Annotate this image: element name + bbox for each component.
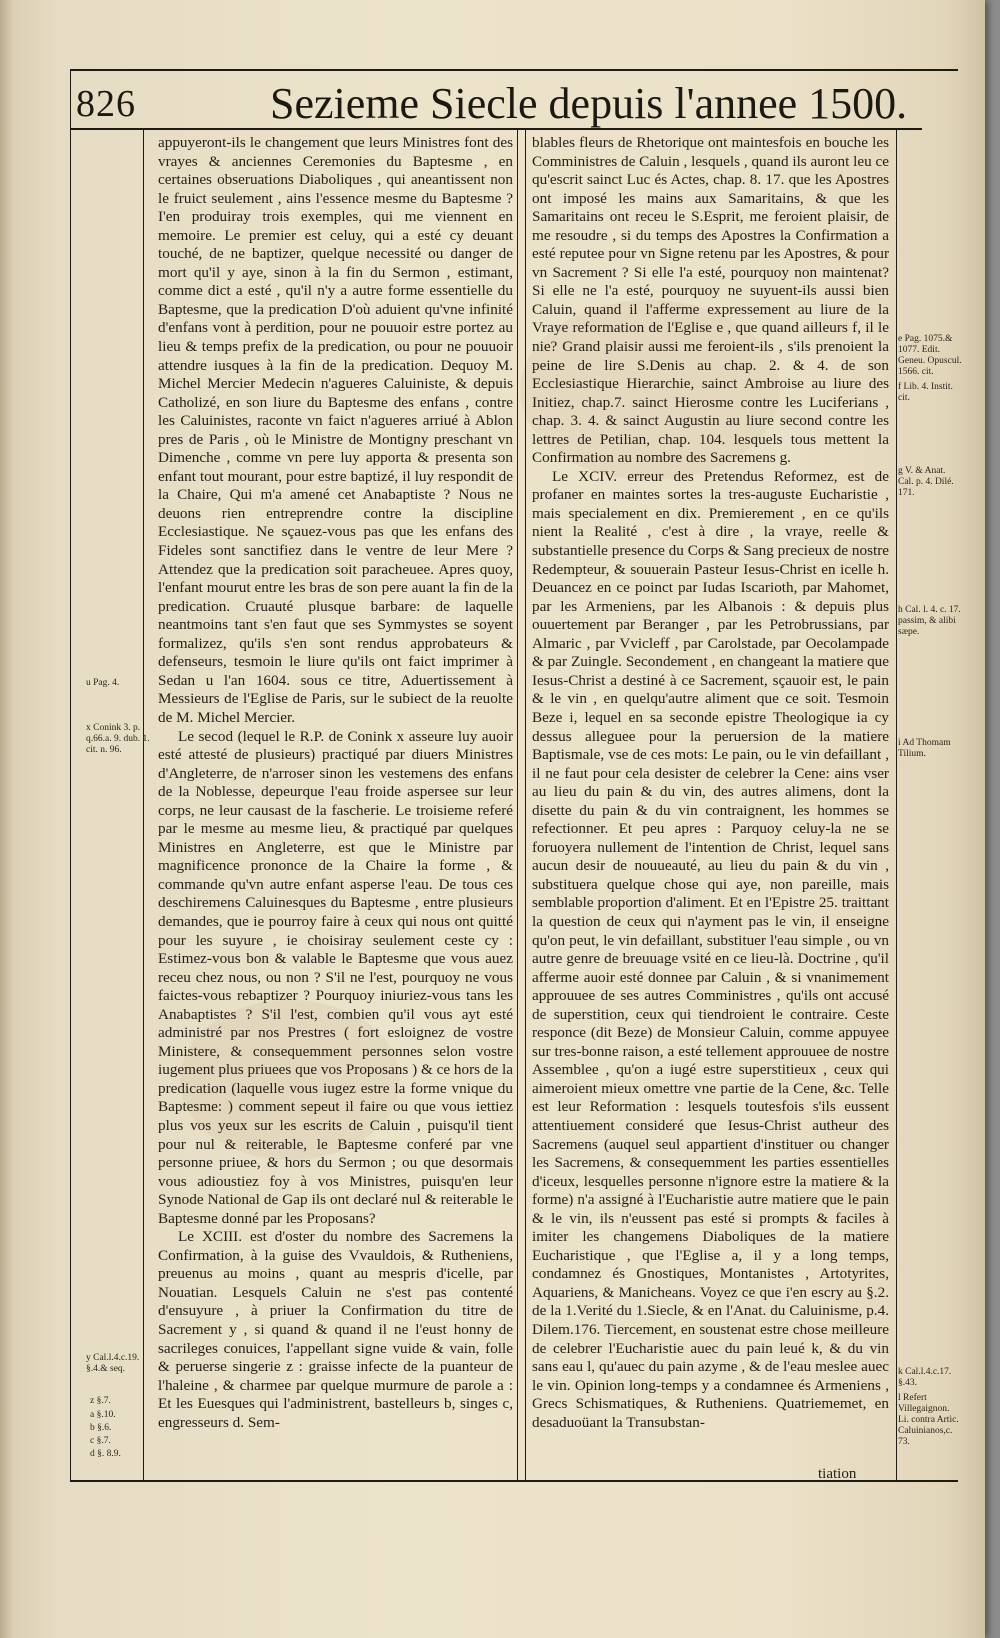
right-paragraph-1: blables fleurs de Rhetorique ont maintesfois en bouche les Comministres de Caluin , lesquels , quand ils auront leu ce qu'escrit sainct Luc és Actes, chap. 8. 17. que les Apostres ont imposé les mains aux Samaritains, & que les Samaritains ont receu le S.Esprit, me feroient plaisir, de me resoudre , si du temps des Apostres la Confirmation a esté reputee pour vn Signe retenu par les Apostres, & pour vn Sacrement ? Si elle l'a esté, pourquoy non maintenat? Si elle ne l'a esté, pourquoy ne suyuent-ils aussi bien Caluin, quand il l'afferme expressement au liure de la Vraye reformation de l'Eglise e , que quand ailleurs f, il le nie? Grand plaisir aussi me feroient-ils , s'ils prenoient la peine de lire S.Denis au chap. 2. & 4. de son Ecclesiastique Hierarchie, sainct Ambroise au liure des Initiez, chap.7. sainct Hierosme contre les Luciferians , chap. 3. 4. & sainct Augustin au liure second contre les lettres de Petilian, chap. 104. lesquels tous mettent la Confirmation au nombre des Sacremens g. xyxy=(532,134,889,467)
left-frame-line xyxy=(70,69,71,1480)
right-text-column xyxy=(532,134,889,1432)
margin-note-c: c §.7. xyxy=(90,1436,111,1446)
margin-note-z: z §.7. xyxy=(90,1396,111,1406)
margin-note-e: e Pag. 1075.& 1077. Edit. Geneu. Opuscul. 1566. cit. xyxy=(898,334,962,377)
right-margin-line xyxy=(896,128,897,1480)
running-title: Sezieme Siecle depuis l'annee 1500. xyxy=(270,79,908,128)
catchword: tiation xyxy=(818,1466,857,1482)
left-paragraph-1: appuyeront-ils le changement que leurs Ministres font des vrayes & anciennes Ceremonies du Baptesme , en certaines obseruations Diaboliques , qui aneantissent non le fruict seulement , ains l'essence mesme du Baptesme ? I'en produiray trois exemples, qui me viennent en memoire. Le premier est celuy, qui a esté cy deuant touché, de ne baptizer, quelque necessité ou danger de mort qu'il y aye, sinon à la fin du Sermon , estimant, comme dict a esté , qu'il n'y a autre forme essentielle du Baptesme, que la predication D'où aduient qu'vne infinité d'enfans vont à perdition, pour ne pouuoir estre portez au lieu & temps prefix de la predication, ou pour ne pouuoir attendre iusques à la fin de la predication. Dequoy M. Michel Mercier Medecin n'agueres Caluiniste, & depuis Catholizé, en son liure du Baptesme des enfans , contre les Caluinistes, raconte vn faict n'agueres arriué à Ablon pres de Paris , où le Ministre de Montigny preschant vn Dimenche , comme vn pere luy apporta & presenta son enfant tout mourant, pour estre baptizé, il luy respondit de la Chaire, Qui m'a amené cet Anabaptiste ? Nous ne deuons rien entreprendre contre la discipline Ecclesiastique. Ne sçauez-vous pas que les enfans des Fideles sont sanctifiez dans le ventre de leur Mere ? Attendez que la predication soit paracheuee. Apres quoy, l'enfant mourut entre les bras de son pere auant la fin de la predication. Cruauté plusque barbare: de laquelle neantmoins tant s'en faut que ses Symmystes se soyent formalizez, qu'ils s'en sont rendus approbateurs & defenseurs, tesmoin le liure qu'ils ont faict imprimer à Sedan u l'an 1604. sous ce titre, Aduertissement à Messieurs de l'Eglise de Paris, sur le subiect de la reuolte de M. Michel Mercier. xyxy=(158,134,513,726)
margin-note-y: y Cal.l.4.c.19. §.4.& seq. xyxy=(86,1353,140,1374)
header-rule xyxy=(70,128,922,130)
top-rule xyxy=(70,69,958,71)
margin-note-k: k Cal.l.4.c.17. §.43. xyxy=(898,1367,952,1388)
margin-note-f: f Lib. 4. Instit. cit. xyxy=(898,382,953,403)
margin-note-d: d §. 8.9. xyxy=(90,1449,121,1459)
margin-note-g: g V. & Anat. Cal. p. 4. Dilé. 171. xyxy=(898,466,954,498)
column-divider-1 xyxy=(517,128,518,1480)
page-gutter xyxy=(0,0,14,1638)
left-paragraph-3: Le XCIII. est d'oster du nombre des Sacremens la Confirmation, à la guise des Vvauldois, & Rutheniens, preuenus au moins , quant au mespris d'icelle, par Nouatian. Lesquels Caluin ne s'est pas contenté d'ensuyure , à priuer la Confirmation du titre de Sacrement y , si quand & quand il ne l'eust honny de sacrileges conuices, l'appellant signe vuide & vain, folle & peruerse singerie z : graisse infecte de la puanteur de l'haleine , & charmee par quelque murmure de parole a : Et les Euesques qui l'administrent, bastelleurs b, singes c, engresseurs d. Sem- xyxy=(158,1228,513,1431)
column-divider-2 xyxy=(525,128,526,1480)
margin-note-l: l Refert Villegaignon. Li. contra Artic. Caluinianos,c. 73. xyxy=(898,1393,959,1447)
margin-note-x: x Conink 3. p. q.66.a. 9. dub. 1. cit. n. 96. xyxy=(86,723,150,755)
margin-note-u: u Pag. 4. xyxy=(86,678,120,688)
left-text-column xyxy=(158,134,513,1432)
margin-note-b: b §.6. xyxy=(90,1423,112,1433)
page-number: 826 xyxy=(76,83,136,125)
left-margin-line xyxy=(143,128,144,1480)
margin-note-a: a §.10. xyxy=(90,1410,116,1420)
left-paragraph-2: Le secod (lequel le R.P. de Conink x asseure luy auoir esté attesté de plusieurs) practiqué par diuers Ministres d'Angleterre, de n'arroser sinon les vestemens des enfans de la Noblesse, depeurque l'eau froide aspersee sur leur corps, ne leur causast de la fascherie. Le troisieme referé par le mesme au mesme lieu, & practiqué par quelques Ministres en Angleterre, est que le Ministre par magnificence prononce de la Chaire la forme , & commande qu'vn autre enfant asperse l'eau. De tous ces deschiremens Caluinesques du Baptesme , entre plusieurs demandes, que ie pourroy faire à ceux qui nous ont quitté pour les suyure , ie choisiray seulement ceste cy : Estimez-vous bon & valable le Baptesme que vous auez receu chez nous, ou non ? S'il ne l'est, pourquoy ne vous faictes-vous rebaptizer ? Pourquoy iniuriez-vous tans les Anabaptistes ? S'il l'est, combien qu'il vous ayt esté administré par nos Prestres ( fort esloignez de vostre Ministere, & consequemment personnes selon vostre iugement plus priuees que vos Proposans ) & ce hors de la predication (laquelle vous iugez estre la forme vnique du Baptesme: ) comment sepeut il faire ou que vous iettiez plus vos yeux sur les escrits de Caluin , puisqu'il tient pour nul & reiterable, le Baptesme conferé par vne personne priuee, & hors du Sermon ; ou que desormais vous adioustiez foy à vos Ministres, puisqu'en leur Synode National de Gap ils ont declaré nul & reiterable le Baptesme donné par les Proposans? xyxy=(158,727,513,1227)
right-paragraph-2: Le XCIV. erreur des Pretendus Reformez, est de profaner en maintes sortes la tres-auguste Eucharistie , mais specialement en dix. Premierement , en ce qu'ils nient la Realité , c'est à dire , la vraye, reelle & substantielle presence du Corps & Sang precieux de nostre Redempteur, & souuerain Pasteur Iesus-Christ en icelle h. Deuancez en ce poinct par Iudas Iscarioth, par Mahomet, par les Armeniens, par les Albanois : & depuis plus ouuertement par Beranger , par les Petrobrussians, par Almaric , par Vvicleff , par Carolstade, par Oecolampade & par Zuingle. Secondement , en changeant la matiere que Iesus-Christ a destiné à ce Sacrement, sçauoir est, le pain & le vin , en quelqu'autre aliment que ce soit. Tesmoin Beze i, lequel en sa seconde epistre Theologique ia cy dessus alleguee pour la peruersion de la matiere Baptismale, vse de ces mots: Le pain, ou le vin defaillant , il ne faut pour cela desister de celebrer la Cene: ains vser au lieu du pain & du vin, des autres alimens, dont la disette du pain & du vin contraignent, les hommes se refectionner. Et peu apres : Parquoy celuy-la ne se foruoyera nullement de l'intention de Christ, lequel sans aucun desir de nouueauté, au lieu du pain & du vin , substituera quelque chose qui aye, non pareille, mais semblable proportion d'aliment. Et en l'Epistre 25. traittant la question de ceux qui n'ayment pas le vin, il enseigne qu'on peut, le vin defaillant, substituer l'eau simple , ou vn autre genre de breuuage vsité en ce lieu-là. Doctrine , qu'il afferme auoir esté donnee par Caluin , & si vnanimement approuuee de ses autres Comministres , qu'ils ont accusé de superstition, ceux qui tiendroient le contraire. Ceste responce (dit Beze) de Monsieur Caluin, comme appuyee sur tres-bonne raison, a esté tellement approuuee de nostre Assemblee , qu'on a iugé estre superstitieux , ceux qui aimeroient mieux omettre vne partie de la Cene, &c. Telle est leur Reformation : lesquels toutesfois s'ils eussent attentiuement consideré que Iesus-Christ autheur des Sacremens (auquel seul appartient d'instituer ou changer les Sacremens, & consequemment les parties essentielles d'iceux, lesquelles personne n'ignore estre la matiere & la forme) n'a assigné à l'Eucharistie autre matiere que le pain & le vin, ils n'eussent pas esté si prompts & faciles à imiter les changemens Diaboliques de la matiere Eucharistique , que l'Eglise a, il y a long temps, condamnez és Gnostiques, Montanistes , Artotyrites, Aquariens, & Manicheans. Voyez ce que i'en escry au §.2. de la 1.Verité du 1.Siecle, & en l'Anat. du Caluinisme, p.4. Dilem.176. Tiercement, en soustenat estre chose meilleure de celebrer l'Eucharistie auec du pain leué k, & du vin sans eau l, qu'auec du pain azyme , & de l'eau meslee auec le vin. Opinion long-temps y a condamnee és Armeniens , Grecs Schismatiques, & Rutheniens. Quatriememet, en desaduoüant la Transubstan- xyxy=(532,467,889,1431)
margin-note-h: h Cal. l. 4. c. 17. passim, & alibi sæpe. xyxy=(898,605,961,637)
margin-note-i: i Ad Thomam Tilium. xyxy=(898,738,951,759)
